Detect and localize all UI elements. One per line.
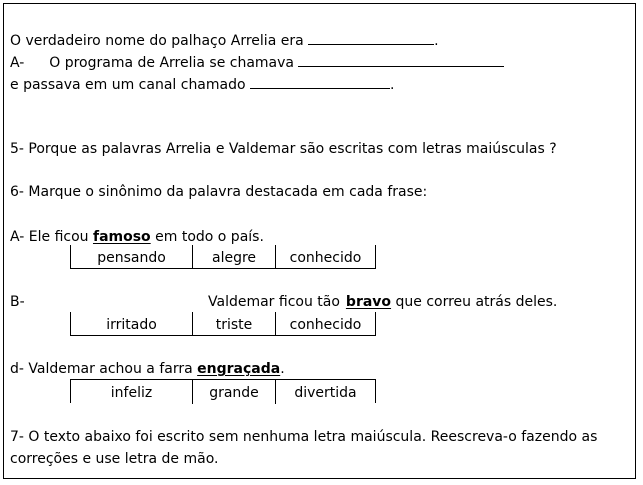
intro-line-2-prefix: A-	[10, 55, 25, 71]
intro-line-1-end: .	[434, 33, 439, 49]
question-6a-sentence	[10, 229, 264, 246]
question-6b-keyword: bravo	[345, 294, 392, 310]
intro-line-2	[10, 54, 504, 72]
question-6a-options	[70, 245, 376, 269]
question-6d-after: .	[280, 361, 285, 377]
option-6b-1[interactable]: irritado	[106, 317, 157, 333]
question-7-line-2: correções e use letra de mão.	[10, 451, 219, 467]
question-6: 6- Marque o sinônimo da palavra destacada em cada frase:	[10, 184, 428, 200]
answer-blank-real-name[interactable]	[308, 32, 434, 45]
answer-blank-program-name[interactable]	[298, 54, 504, 67]
question-6b-before: Valdemar ficou tão	[208, 294, 340, 310]
question-6b-sentence	[208, 294, 557, 311]
option-6a-2[interactable]: alegre	[192, 245, 275, 269]
option-6b-2[interactable]: triste	[192, 312, 275, 336]
question-6d-sentence	[10, 361, 285, 378]
question-6a-before: A- Ele ficou	[10, 229, 93, 245]
question-7-line-1: 7- O texto abaixo foi escrito sem nenhuma letra maiúscula. Reescreva-o fazendo as	[10, 429, 598, 445]
intro-line-1	[10, 32, 439, 50]
intro-line-3	[10, 76, 394, 94]
intro-line-1-text: O verdadeiro nome do palhaço Arrelia era	[10, 33, 304, 49]
option-6d-2[interactable]: grande	[192, 380, 275, 404]
question-6b-after: que correu atrás deles.	[391, 294, 558, 310]
question-5: 5- Porque as palavras Arrelia e Valdemar são escritas com letras maiúsculas ?	[10, 141, 557, 157]
question-6a-keyword: famoso	[92, 229, 151, 245]
option-6a-1[interactable]: pensando	[97, 250, 166, 266]
intro-line-3-end: .	[390, 77, 395, 93]
option-6d-3[interactable]: divertida	[275, 380, 375, 404]
option-6a-3[interactable]: conhecido	[275, 245, 375, 269]
option-6d-1[interactable]: infeliz	[110, 385, 153, 401]
question-6d-options	[70, 379, 376, 403]
answer-blank-channel-name[interactable]	[250, 76, 390, 89]
question-6d-keyword: engraçada	[197, 361, 281, 377]
option-6b-3[interactable]: conhecido	[275, 312, 375, 336]
question-6d-before: d- Valdemar achou a farra	[10, 361, 198, 377]
question-6a-after: em todo o país.	[150, 229, 264, 245]
question-6b-prefix: B-	[10, 294, 25, 310]
intro-line-2-text: O programa de Arrelia se chamava	[49, 55, 294, 71]
question-6b-options	[70, 312, 376, 336]
intro-line-3-text: e passava em um canal chamado	[10, 77, 246, 93]
